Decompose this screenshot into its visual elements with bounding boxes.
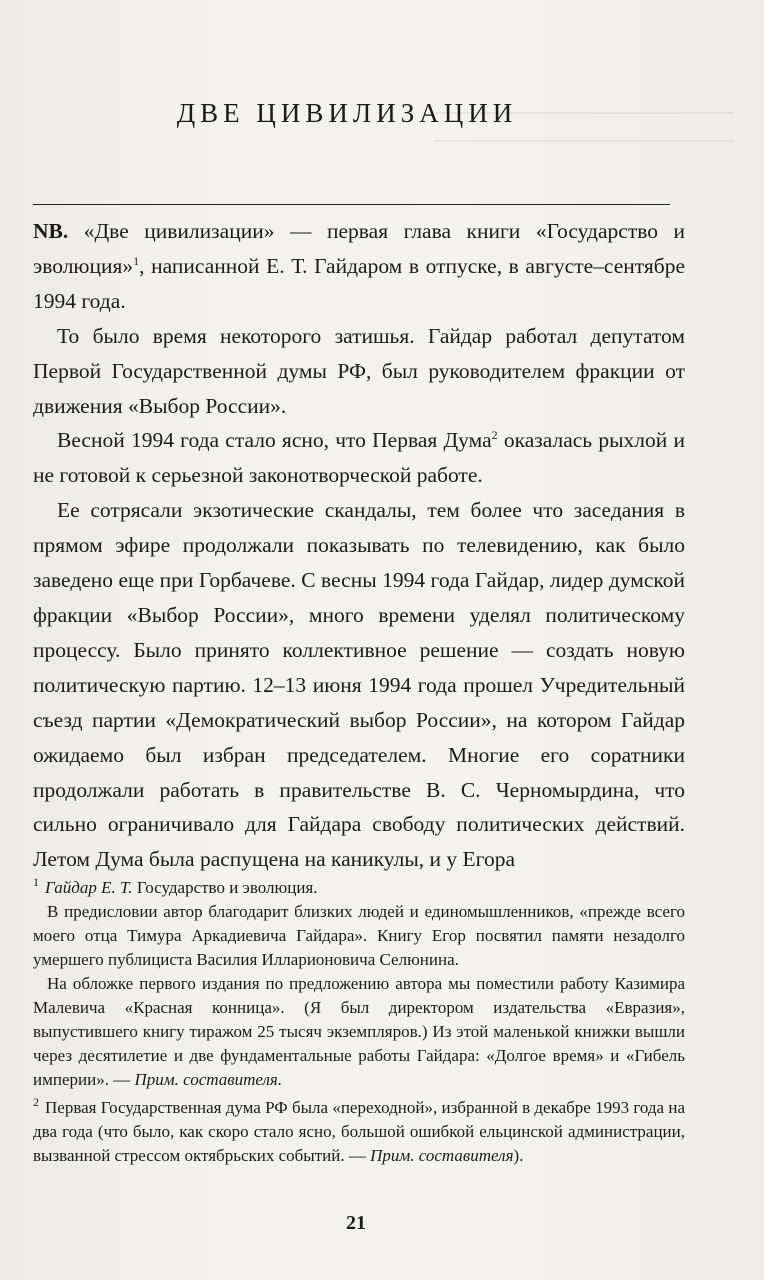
footnote-2 (33, 1096, 685, 1168)
footnote-reference[interactable]: 2 (491, 428, 498, 443)
show-through-mark (434, 140, 734, 142)
footnote-author: Гайдар Е. Т. (45, 878, 133, 897)
footnote-text: Первая Государственная дума РФ была «переходной», избранной в декабре 1993 года на два года (что было, как скоро стало ясно, большой ошибкой ельцинской администрации, вызванной стрессом октябрьских событий. — (33, 1098, 685, 1165)
footnote-number: 1 (33, 875, 39, 890)
footnote-1-paragraph (33, 972, 685, 1092)
paragraph: Ее сотрясали экзотические скандалы, тем более что заседания в прямом эфире продолжали показывать по телевидению, как было заведено еще при Горбачеве. С весны 1994 года Гайдар, лидер думской фракции «Выбор России», много времени уделял политическому процессу. Было принято коллективное решение — создать новую политическую партию. 12–13 июня 1994 года прошел Учредительный съезд партии «Демократический выбор России», на котором Гайдар ожидаемо был избран председателем. Многие его соратники продолжали работать в правительстве В. С. Черномырдина, что сильно ограничивало для Гайдара свободу политических действий. Летом Дума была распущена на каникулы, и у Егора (33, 498, 685, 872)
paragraph-intro (33, 214, 685, 319)
paragraph-text: «Две цивилизации» — первая глава книги «Государство и эволюция» (33, 219, 685, 278)
nb-label: NB. (33, 219, 69, 243)
title-divider (33, 204, 670, 205)
paragraph (33, 423, 685, 493)
compiler-note: Прим. составителя. (134, 1070, 283, 1089)
footnotes (33, 876, 685, 1168)
paragraph-text: оказалась рыхлой и не готовой к серьезной законотворческой работе. (33, 428, 685, 488)
footnote-title: Государство и эволюция. (132, 878, 318, 897)
footnote-text: На обложке первого издания по предложению автора мы поместили работу Казимира Малевича «Красная конница». (Я был директором издательства «Евразия», выпустившего книгу тиражом 25 тысяч экземпляров.) Из этой маленькой книжки вышли через десятилетие и две фундаментальные работы Гайдара: «Долгое время» и «Гибель империи». — (33, 974, 685, 1089)
footnote-reference[interactable]: 1 (133, 253, 140, 268)
footnote-number: 2 (33, 1095, 39, 1110)
footnote-1 (33, 876, 685, 900)
paragraph: То было время некоторого затишья. Гайдар работал депутатом Первой Государственной думы РФ, был руководителем фракции от движения «Выбор России». (33, 323, 685, 418)
page-number: 21 (346, 1212, 366, 1234)
footnote-1-paragraph: В предисловии автор благодарит близких людей и единомышленников, «прежде всего моего отца Тимура Аркадиевича Гайдара». Книгу Егор посвятил памяти незадолго умершего публициста Василия Илларионовича Селюнина. (33, 902, 685, 969)
paragraph-text: , написанной Е. Т. Гайдаром в отпуске, в августе–сентябре 1994 года. (33, 253, 685, 313)
chapter-title: ДВЕ ЦИВИЛИЗАЦИИ (176, 98, 518, 128)
compiler-note: Прим. составителя (370, 1146, 514, 1165)
main-text (33, 214, 685, 877)
footnote-text: ). (513, 1146, 524, 1165)
paragraph-text: Весной 1994 года стало ясно, что Первая Дума (57, 428, 492, 453)
